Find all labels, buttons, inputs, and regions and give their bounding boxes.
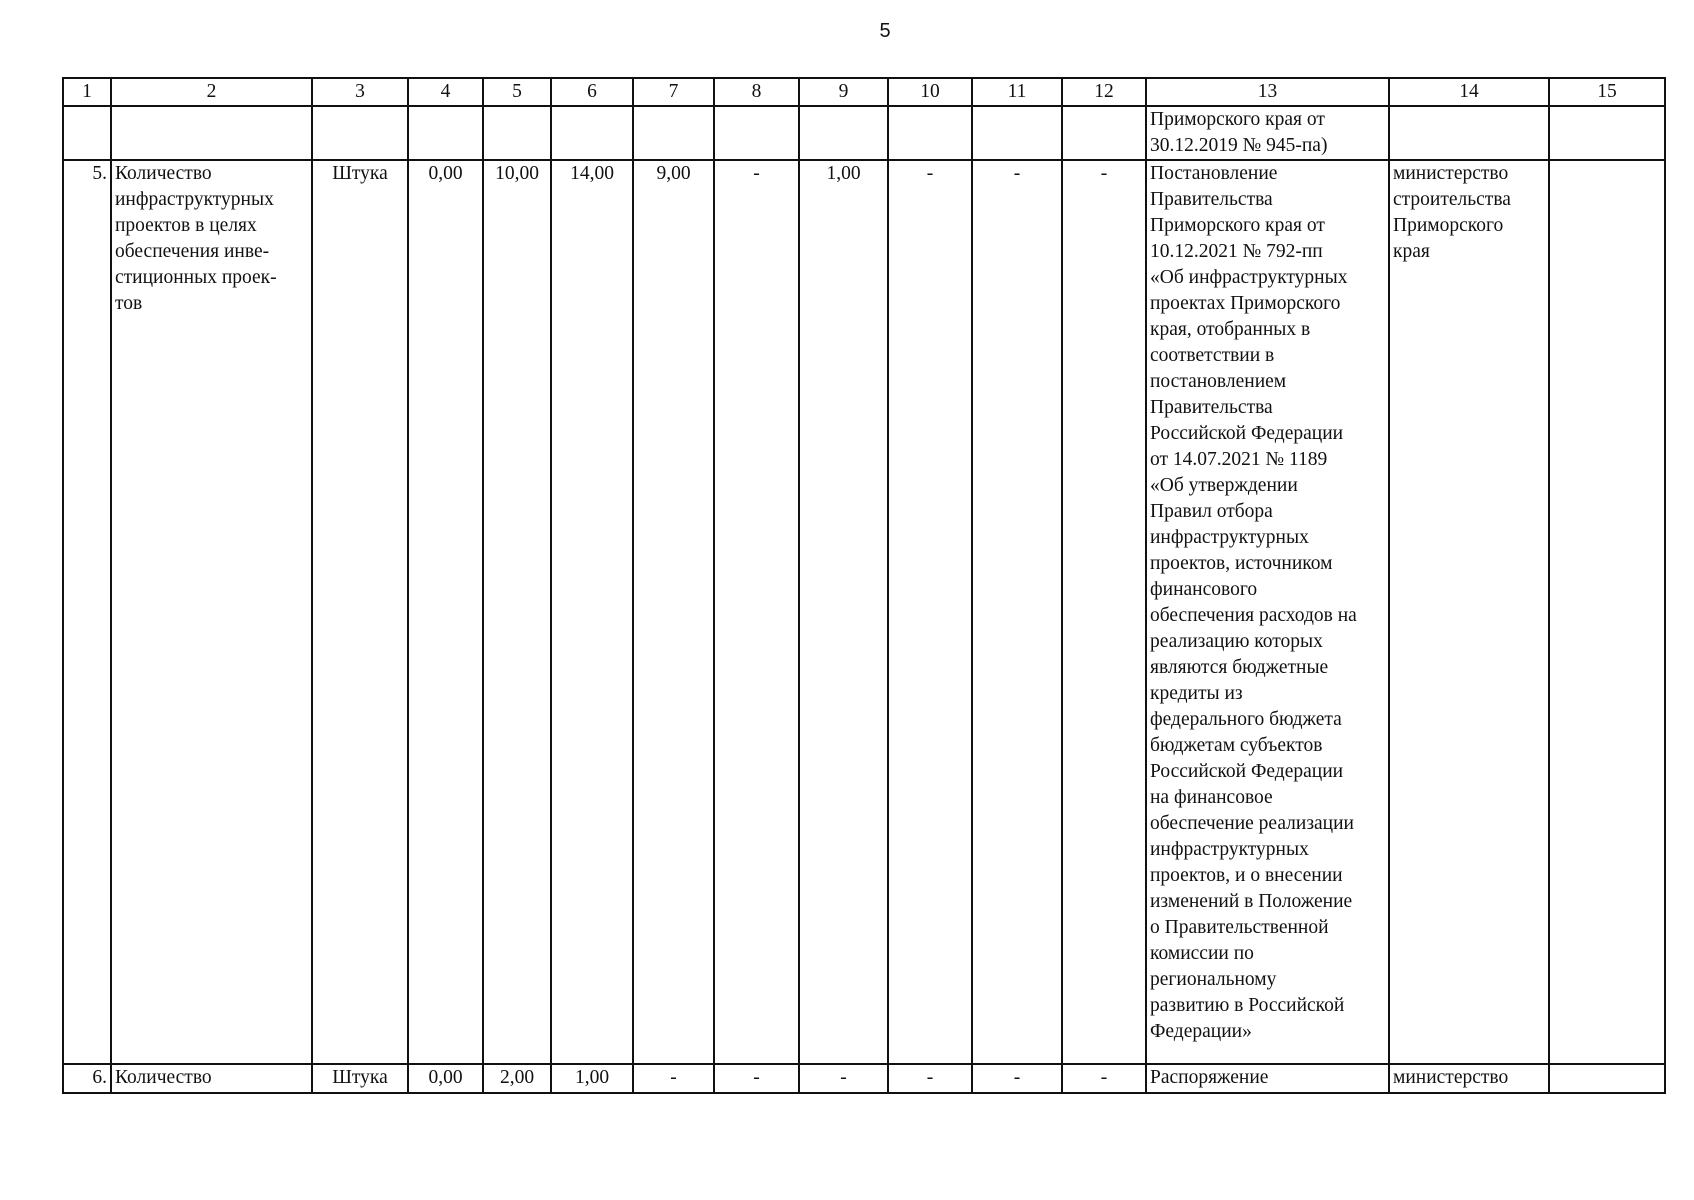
empty-cell (1549, 106, 1665, 160)
value-cell: - (799, 1064, 888, 1093)
value-cell: - (1062, 1064, 1146, 1093)
value-cell: - (972, 1064, 1062, 1093)
unit-cell: Штука (312, 1064, 408, 1093)
empty-cell (714, 106, 799, 160)
col-header: 11 (972, 78, 1062, 106)
value-cell: 14,00 (551, 160, 633, 1064)
responsible-cell: министерство (1389, 1064, 1549, 1093)
empty-cell (799, 106, 888, 160)
empty-cell (888, 106, 972, 160)
col-header: 3 (312, 78, 408, 106)
table-row (63, 1064, 1665, 1093)
value-cell: 1,00 (799, 160, 888, 1064)
empty-cell (972, 106, 1062, 160)
row-number-cell: 6. (63, 1064, 111, 1093)
value-cell: 9,00 (633, 160, 714, 1064)
value-cell: 0,00 (408, 1064, 483, 1093)
value-cell: 0,00 (408, 160, 483, 1064)
indicators-table (62, 77, 1666, 1094)
basis-continuation-cell: Приморского края от 30.12.2019 № 945-па) (1146, 106, 1389, 160)
value-cell: - (633, 1064, 714, 1093)
basis-cell: Распоряжение (1146, 1064, 1389, 1093)
col-header: 9 (799, 78, 888, 106)
col-header: 6 (551, 78, 633, 106)
col-header: 7 (633, 78, 714, 106)
empty-cell (1062, 106, 1146, 160)
empty-cell (63, 106, 111, 160)
value-cell: - (714, 160, 799, 1064)
value-cell: - (888, 160, 972, 1064)
empty-cell (1549, 160, 1665, 1064)
row-number-cell: 5. (63, 160, 111, 1064)
empty-cell (408, 106, 483, 160)
value-cell: 10,00 (483, 160, 551, 1064)
col-header: 4 (408, 78, 483, 106)
value-cell: - (714, 1064, 799, 1093)
value-cell: - (972, 160, 1062, 1064)
empty-cell (111, 106, 312, 160)
col-header: 1 (63, 78, 111, 106)
empty-cell (633, 106, 714, 160)
continuation-row (63, 106, 1665, 160)
page-number: 5 (879, 20, 891, 42)
col-header: 14 (1389, 78, 1549, 106)
value-cell: 1,00 (551, 1064, 633, 1093)
col-header: 15 (1549, 78, 1665, 106)
value-cell: 2,00 (483, 1064, 551, 1093)
indicator-name-cell: Количество инфраструктурных проектов в целях обеспечения инве- стиционных проек- тов (111, 160, 312, 1064)
col-header: 8 (714, 78, 799, 106)
col-header: 5 (483, 78, 551, 106)
responsible-cell: министерство строительства Приморского края (1389, 160, 1549, 1064)
empty-cell (483, 106, 551, 160)
value-cell: - (888, 1064, 972, 1093)
basis-cell: Постановление Правительства Приморского края от 10.12.2021 № 792-пп «Об инфраструктурных проектах Приморского края, отобранных в соответствии в постановлением Правительства Российской Федерации от 14.07.2021 № 1189 «Об утверждении Правил отбора инфраструктурных проектов, источником финансового обеспечения расходов на реализацию которых являются бюджетные кредиты из федерального бюджета бюджетам субъектов Российской Федерации на финансовое обеспечение реализации инфраструктурных проектов, и о внесении изменений в Положение о Правительственной комиссии по региональному развитию в Российской Федерации» (1146, 160, 1389, 1064)
empty-cell (312, 106, 408, 160)
col-header: 13 (1146, 78, 1389, 106)
empty-cell (1549, 1064, 1665, 1093)
empty-cell (1389, 106, 1549, 160)
col-header: 10 (888, 78, 972, 106)
col-header: 2 (111, 78, 312, 106)
value-cell: - (1062, 160, 1146, 1064)
unit-cell: Штука (312, 160, 408, 1064)
table-row (63, 160, 1665, 1064)
empty-cell (551, 106, 633, 160)
indicator-name-cell: Количество (111, 1064, 312, 1093)
column-number-row (63, 78, 1665, 106)
col-header: 12 (1062, 78, 1146, 106)
